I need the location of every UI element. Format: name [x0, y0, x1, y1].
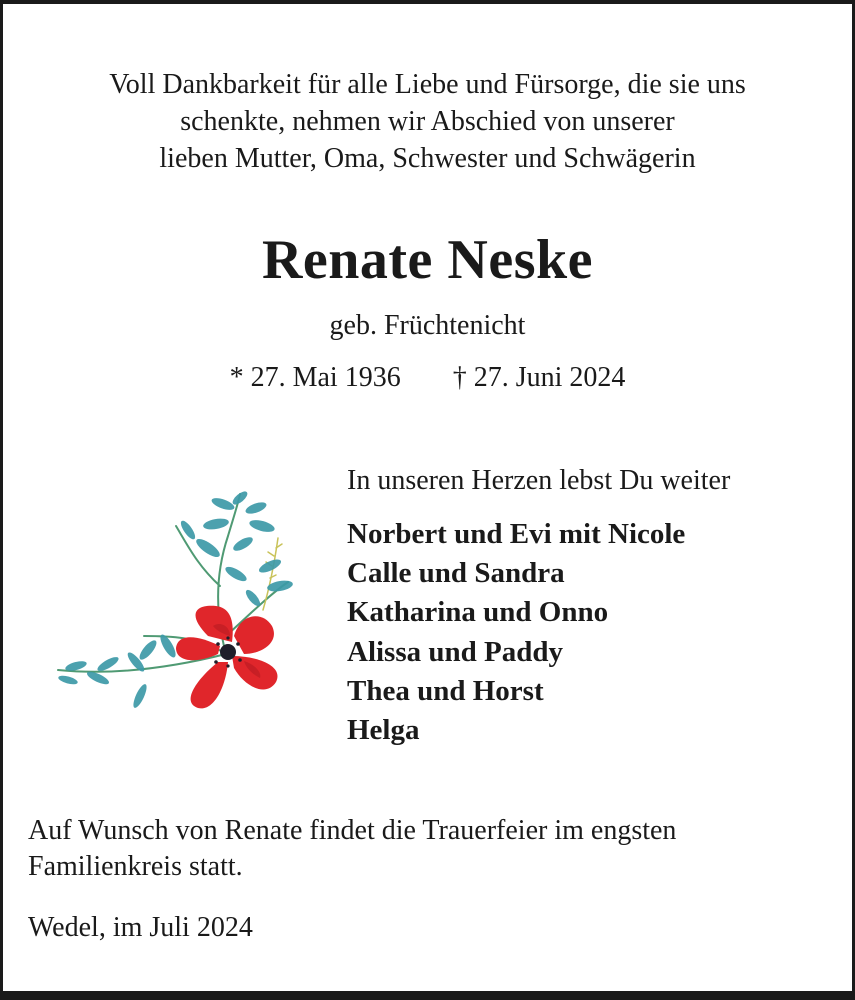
intro-line: lieben Mutter, Oma, Schwester und Schwägerin — [159, 143, 696, 174]
list-item: Norbert und Evi mit Nicole — [347, 518, 686, 550]
birth-name: geb. Früchtenicht — [329, 310, 526, 341]
motto: In unseren Herzen lebst Du weiter — [347, 465, 731, 496]
funeral-notice — [28, 813, 838, 885]
list-item: Calle und Sandra — [347, 557, 565, 590]
intro-line: schenkte, nehmen wir Abschied von unserer — [180, 106, 675, 137]
intro-line: Voll Dankbarkeit für alle Liebe und Fürsorge, die sie uns — [109, 69, 746, 100]
list-item: Katharina und Onno — [347, 596, 609, 629]
notice-line: Auf Wunsch von Renate findet die Trauerfeier im engsten — [28, 815, 677, 846]
list-item: Helga — [347, 714, 420, 747]
list-item: Thea und Horst — [347, 674, 544, 707]
death-date: † 27. Juni 2024 — [452, 362, 626, 393]
deceased-name: Renate Neske — [261, 229, 594, 291]
life-dates — [0, 361, 855, 395]
mourners-list — [347, 515, 847, 750]
watercolor-flower-icon — [48, 486, 310, 722]
list-item: Alissa und Paddy — [347, 635, 563, 668]
notice-line: Familienkreis statt. — [28, 851, 243, 882]
birth-date: * 27. Mai 1936 — [229, 362, 401, 393]
intro-text — [30, 66, 825, 177]
place-date: Wedel, im Juli 2024 — [28, 912, 253, 943]
